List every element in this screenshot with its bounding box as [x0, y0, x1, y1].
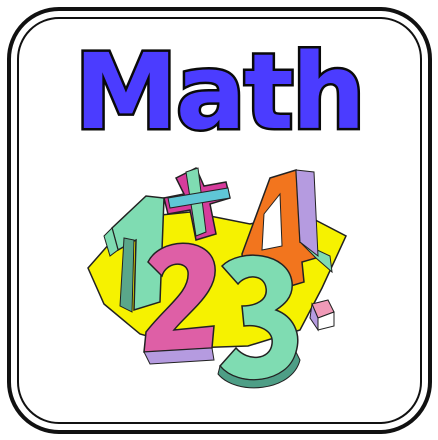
math-title: Math [74, 31, 364, 153]
dot-cube-shape [310, 300, 334, 330]
